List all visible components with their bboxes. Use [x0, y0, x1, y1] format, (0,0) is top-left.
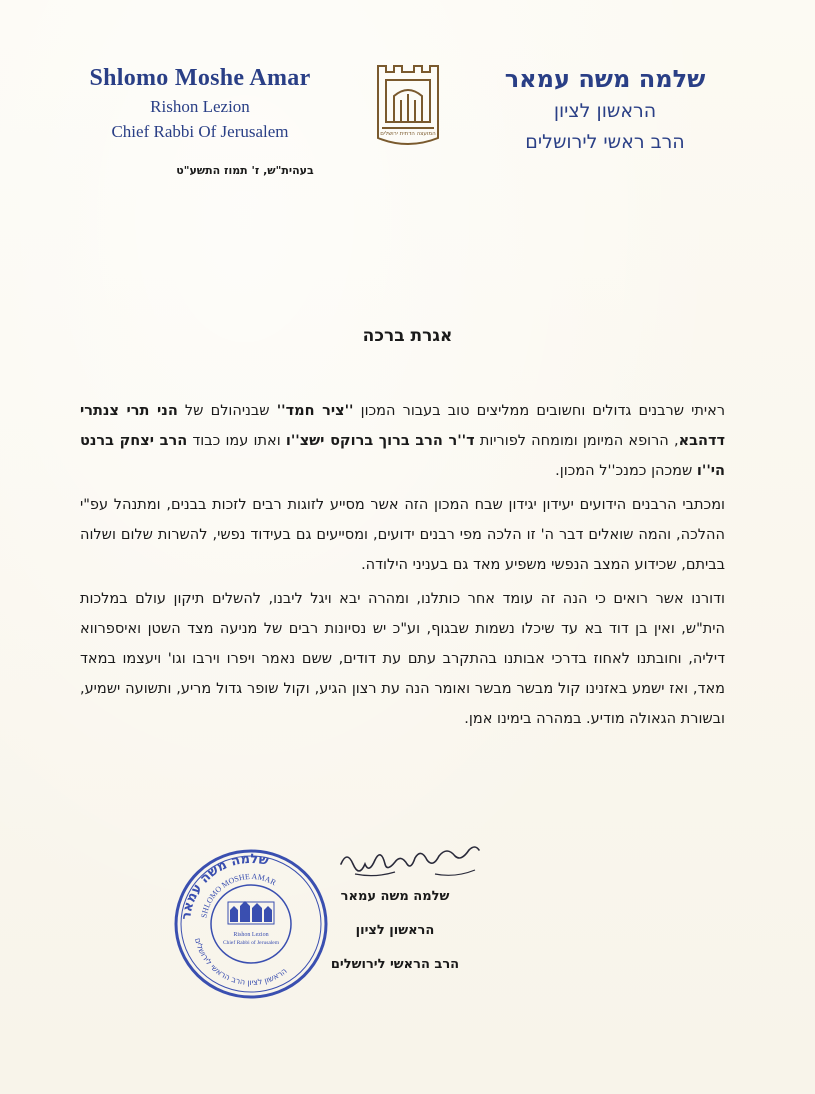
- signer-title-1: הראשון לציון: [355, 923, 435, 938]
- title-chief-rabbi-english: Chief Rabbi Of Jerusalem: [111, 122, 289, 141]
- emblem-caption: המועצה הדתית ירושלים: [380, 131, 436, 137]
- p1-text-c: שבניהולם של: [177, 403, 277, 419]
- body-paragraph-2: ומכתבי הרבנים הידועים יעידון יגידון שבח המכון הזה אשר מסייע לזוגות רבים לזכות בבנים, ומתנהל עפ"י ההלכה, והמה שואלים דבר ה' זו הלכה מפי רבנים ידועים, ומסייעים גם בעידוד נפשי, להשרות שלום ושלוה בביתם, שכידוע המצב הנפשי משפיע מאד גם בעניני הילודה.: [80, 497, 725, 573]
- hebrew-letterhead: [490, 62, 720, 158]
- letter-date: בעהית"ש, ז' תמוז התשע"ט: [176, 164, 314, 177]
- doctor-name: ד''ר הרב ברוך ברוקס ישצ''ו: [285, 433, 475, 449]
- title-rishon-lezion-english: Rishon Lezion: [150, 97, 250, 116]
- letter-title: אגרת ברכה: [362, 326, 453, 346]
- body-paragraph-3: ודורנו אשר רואים כי הנה זה עומד אחר כותלנו, ומהרה יבא ויגל ליבנו, להשלים תיקון עולם במלכות הית"ש, ואין בן דוד בא עד שיכלו נשמות שבגוף, וע"כ יש נסיונות רבים של מניעה מצד השטן ואיספרווא דיליה, וחובתנו לאחוז בדרכי אבותנו בהתקרב עתם עת דודים, ששם נאמר ויפרו וירבו וגו' ויעצמו במאד מאד, ואז ישמע באזנינו קול מבשר מבשר ואומר הנה עת רצון הגיע, וקול שופר גדול מריע, ותשועה ישמיע, ובשורת הגאולה מודיע. במהרה בימינו אמן.: [80, 591, 725, 727]
- stamp-city-emblem: [228, 901, 274, 924]
- rabbi-name-english: Shlomo Moshe Amar: [89, 65, 311, 91]
- p1-text-g: ואתו עמו כבוד: [187, 433, 286, 449]
- p1-text-i: שמכהן כמנכ''ל המכון.: [555, 463, 697, 479]
- title-chief-rabbi-hebrew: הרב ראשי לירושלים: [525, 131, 685, 153]
- stamp-inner-line-1: Rishon Lezion: [233, 932, 269, 938]
- director-name: הרב יצחק ברנט הי''ו: [80, 433, 725, 479]
- p1-text-e: , הרופא המיומן ומומחה לפוריות: [474, 433, 679, 449]
- body-paragraph-1: [80, 396, 725, 486]
- official-stamp-seal: [172, 846, 330, 1002]
- p1-text-a: ראיתי שרבנים גדולים וחשובים ממליצים טוב בעבור המכון: [353, 403, 726, 419]
- title-rishon-lezion-hebrew: הראשון לציון: [553, 100, 657, 122]
- tower-emblem-logo: [368, 58, 448, 154]
- stamp-english-name: SHLOMO MOSHE AMAR: [199, 871, 278, 919]
- handwritten-signature: [335, 844, 495, 884]
- english-letterhead: [60, 62, 340, 144]
- rabbi-name-hebrew: שלמה משה עמאר: [504, 65, 706, 93]
- stamp-hebrew-title: הראשון לציון הרב הראשי לירושלים: [192, 937, 289, 988]
- institute-name: ''ציר חמד'': [276, 403, 354, 419]
- stamp-inner-line-2: Chief Rabbi of Jerusalem: [222, 940, 280, 946]
- p1-emphasis-d: הני תרי צנתרי דדהבא: [80, 403, 725, 449]
- signer-name: שלמה משה עמאר: [340, 889, 450, 904]
- signer-title-2: הרב הראשי לירושלים: [330, 957, 460, 972]
- stamp-hebrew-name: שלמה משה עמאר: [179, 851, 270, 921]
- letter-body: [80, 396, 725, 738]
- signature-block: [320, 880, 470, 982]
